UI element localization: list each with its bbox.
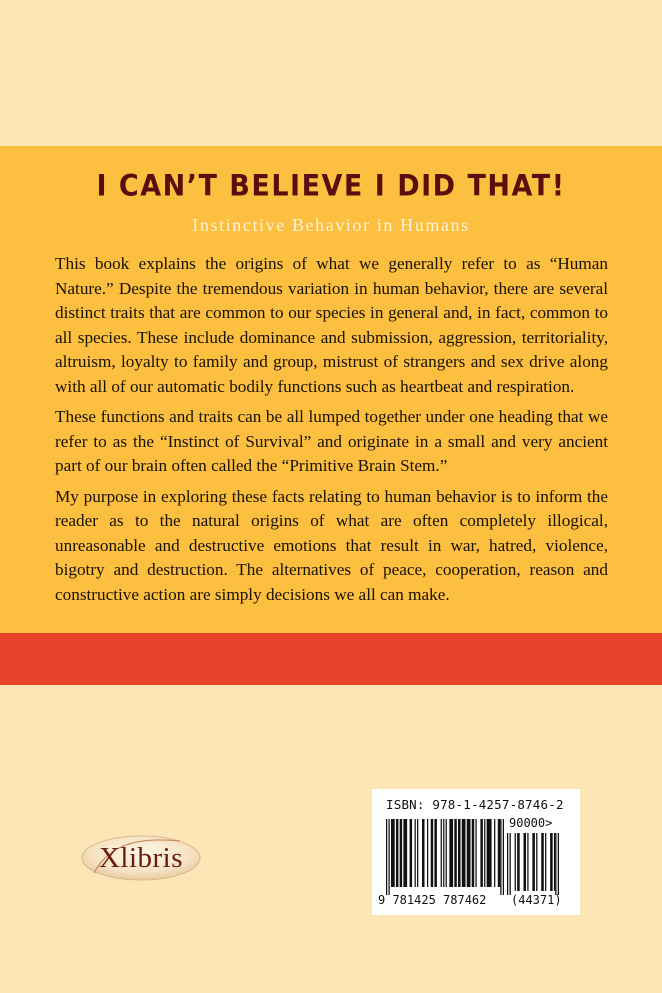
barcode-bar [443, 819, 444, 887]
isbn-label: ISBN: 978-1-4257-8746-2 [386, 797, 564, 812]
barcode-bar [400, 819, 402, 887]
barcode-bar [422, 819, 424, 887]
blurb-paragraph-1: This book explains the origins of what we generally refer to as “Human Nature.” Despite the tremendous variation in human behavior, there are several distinct traits that are common to our species in general and, in fact, common to all species. These include dominance and submission, aggression, territoriality, altruism, loyalty to family and group, mistrust of strangers and sex drive along with all of our automatic bodily functions such as heartbeat and respiration. [55, 254, 608, 396]
publisher-name: Xlibris [98, 842, 184, 874]
blurb-paragraph-2: These functions and traits can be all lumped together under one heading that we refer to as the “Instinct of Survival” and originate in a small and very ancient part of our brain often called the “Primitive Brain Stem.” [55, 407, 608, 475]
barcode-bar [487, 819, 492, 887]
barcode-bar [500, 819, 501, 895]
barcode-bar [545, 833, 546, 891]
barcode-bar [427, 819, 428, 887]
blurb-paragraph-3: My purpose in exploring these facts relating to human behavior is to inform the reader as to the natural origins of what are often completely illogical, unreasonable and destructive emotions that result in war, hatred, violence, bigotry and destruction. The alternatives of peace, cooperation, reason and constructive action are simply decisions we all can make. [55, 486, 608, 604]
book-subtitle: Instinctive Behavior in Humans [192, 215, 470, 235]
barcode-bar [386, 819, 387, 895]
barcode-bar [554, 833, 555, 891]
barcode-bar [396, 819, 398, 887]
book-title: I CAN’T BELIEVE I DID THAT! [96, 169, 566, 204]
ean-digits: 9 781425 787462 [378, 893, 487, 907]
barcode-icon [386, 819, 504, 895]
barcode-bar [510, 833, 511, 895]
barcode-bar [446, 819, 447, 887]
barcode-addon-price: 90000> [509, 816, 553, 830]
barcode-bar [550, 833, 553, 891]
barcode-bar [507, 833, 508, 895]
barcode-bar [498, 819, 500, 887]
barcode-bar [388, 819, 389, 895]
barcode-bar [441, 819, 442, 887]
barcode-panel [372, 789, 580, 915]
barcode-bar [541, 833, 544, 891]
barcode-bar [403, 819, 407, 887]
barcode-bar [467, 819, 471, 887]
barcode-addon-icon [507, 833, 559, 895]
barcode-bar [410, 819, 412, 887]
barcode-bar [431, 819, 433, 887]
barcode-bar [458, 819, 460, 887]
barcode-bar [532, 833, 535, 891]
barcode-bar [475, 819, 476, 887]
barcode-bar [415, 819, 416, 887]
barcode-bar [517, 833, 520, 891]
publisher-logo [80, 833, 202, 883]
barcode-bar [472, 819, 474, 887]
barcode-bar [527, 833, 528, 891]
barcode-bar [558, 833, 559, 895]
barcode-bar [523, 833, 526, 891]
barcode-bar [391, 819, 395, 887]
blurb-text [55, 252, 608, 613]
barcode-addon-code: (44371) [511, 893, 562, 907]
barcode-bar [515, 833, 516, 891]
barcode-bar [449, 819, 453, 887]
barcode-bar [536, 833, 537, 891]
barcode-bar [503, 819, 504, 895]
barcode-bar [480, 819, 482, 887]
red-stripe [0, 633, 662, 685]
barcode-bar [484, 819, 485, 887]
barcode-bar [462, 819, 466, 887]
barcode-bar [417, 819, 418, 887]
barcode-bar [434, 819, 436, 887]
barcode-bar [494, 819, 495, 887]
barcode-bar [555, 833, 556, 895]
barcode-bar [454, 819, 456, 887]
